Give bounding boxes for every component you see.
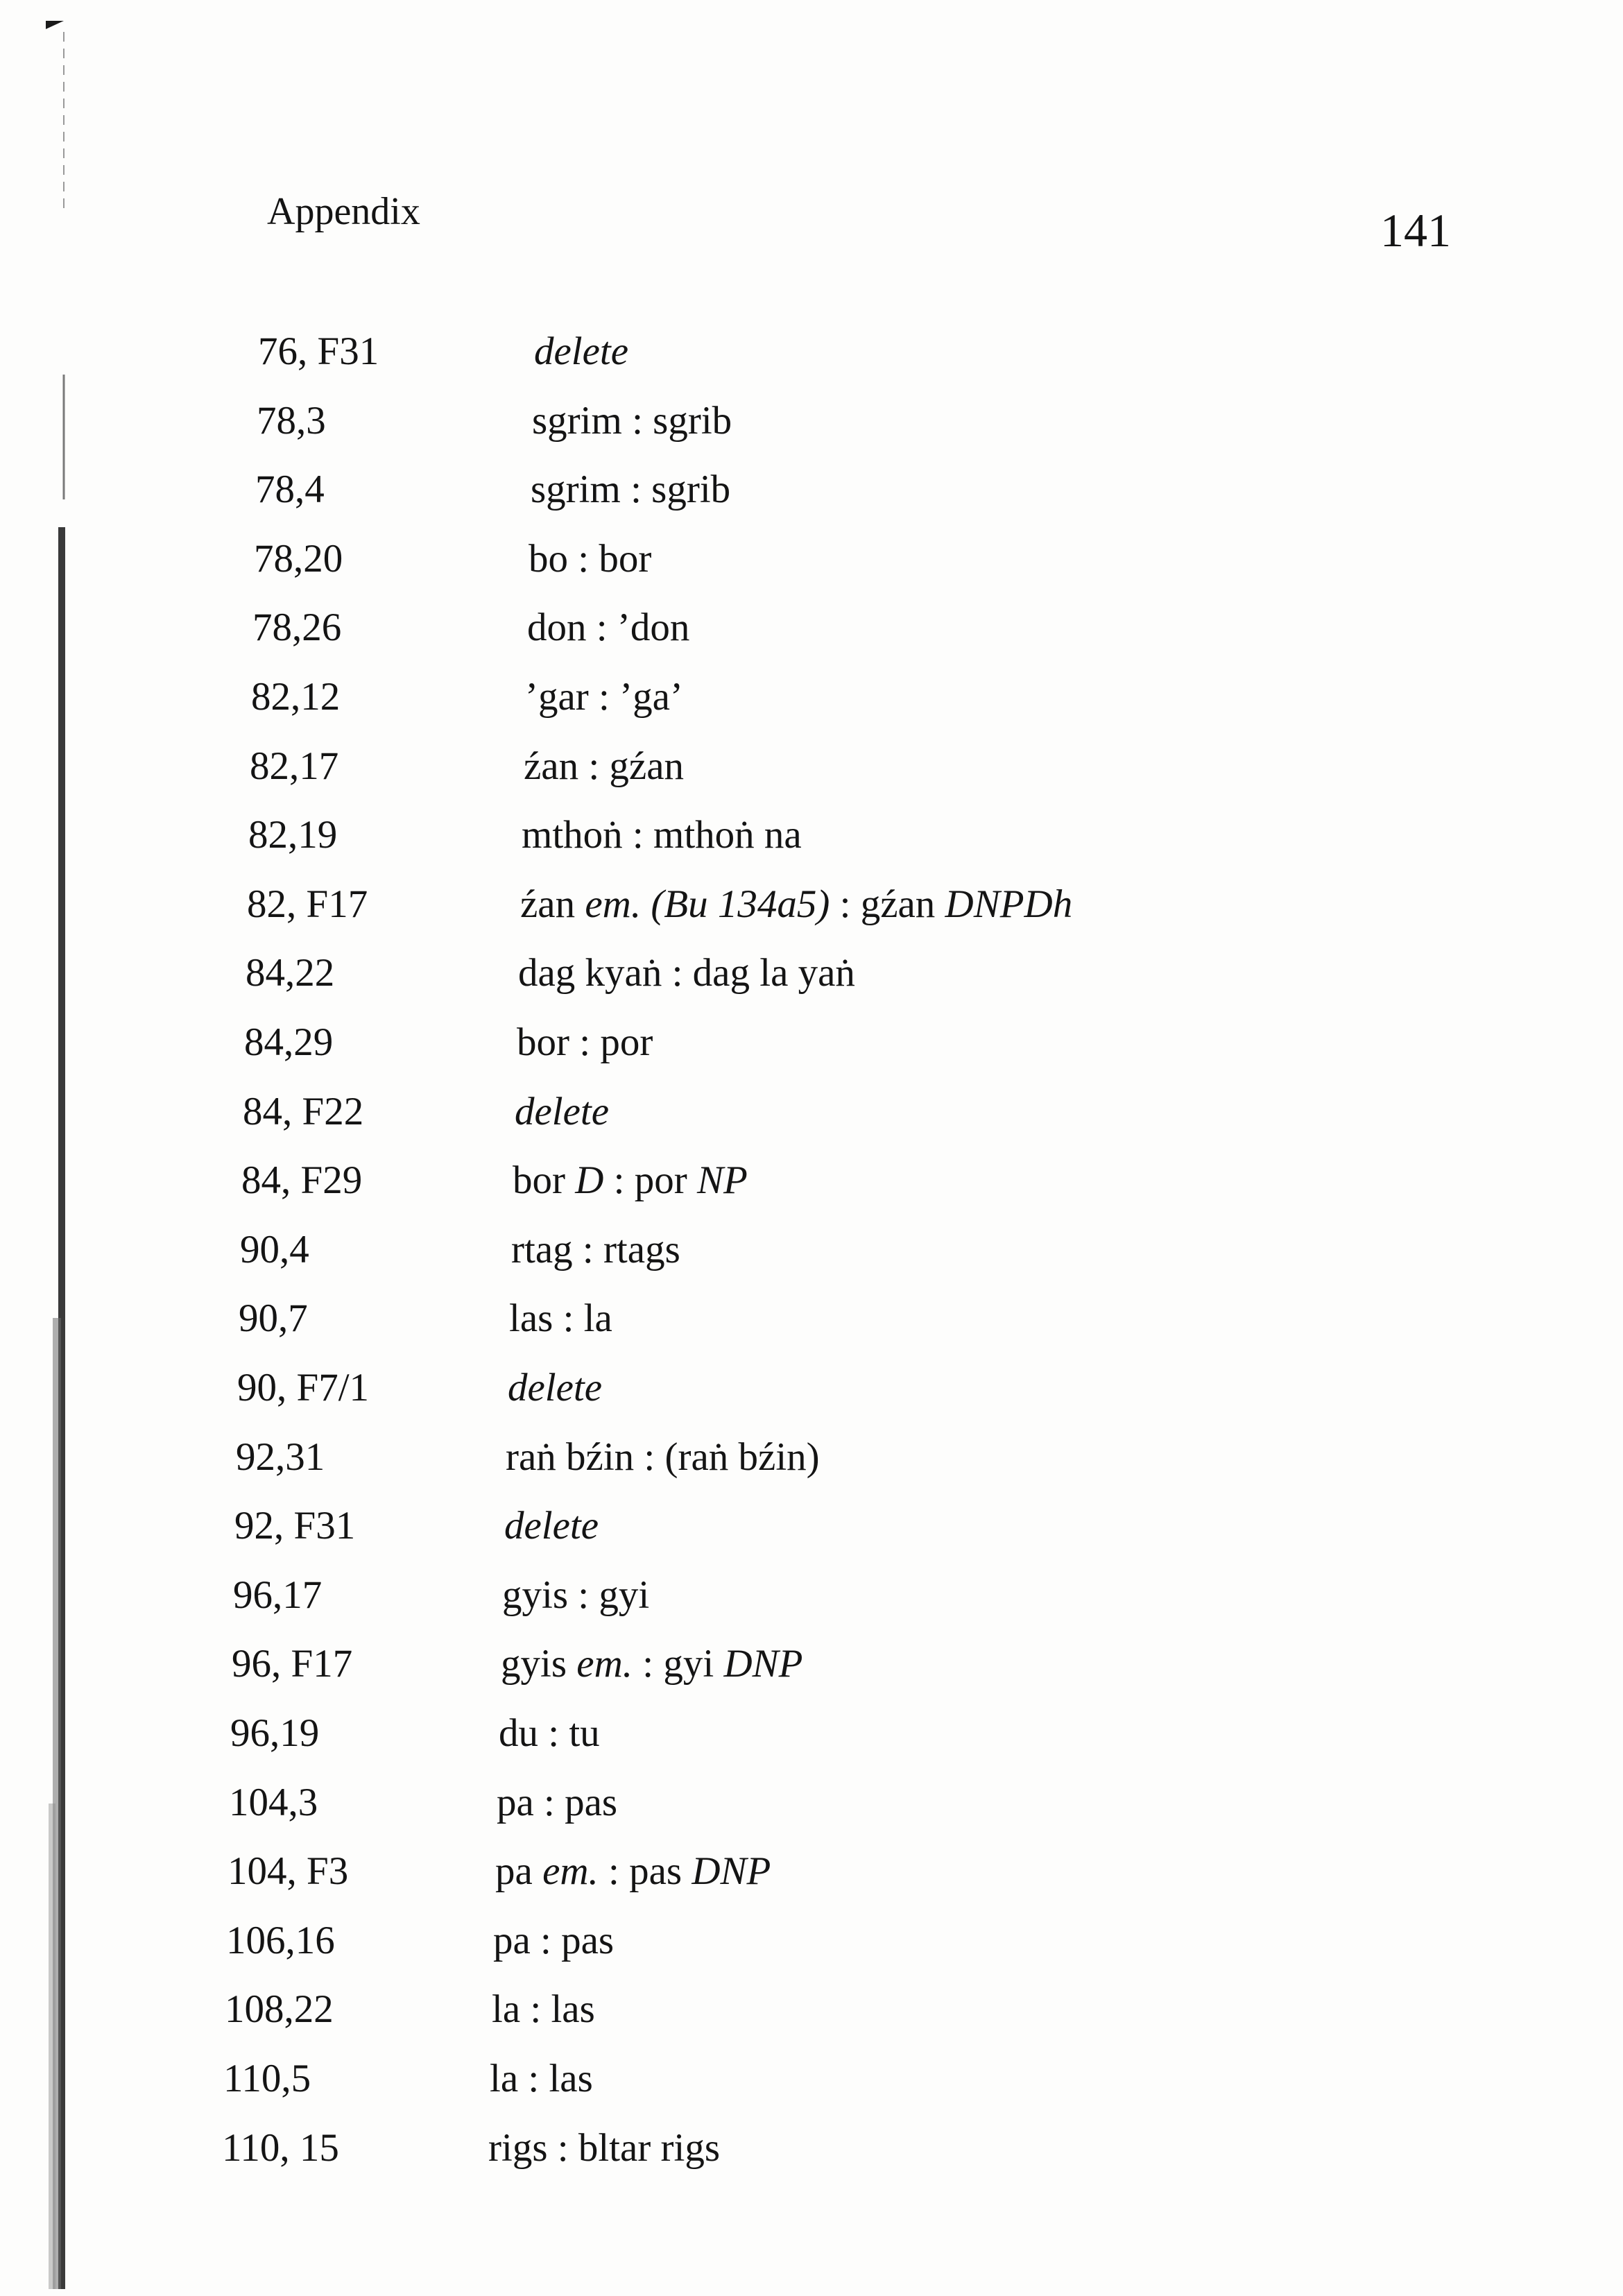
italic-segment: delete xyxy=(504,1504,599,1548)
text-segment: sgrim : sgrib xyxy=(532,399,732,443)
location-ref: 90,4 xyxy=(240,1228,309,1271)
correction-text xyxy=(531,459,730,521)
correction-text xyxy=(490,2048,593,2110)
italic-segment: em. xyxy=(576,1642,633,1686)
italic-segment: NP xyxy=(696,1158,748,1202)
correction-text xyxy=(517,1011,653,1074)
location-ref: 84, F22 xyxy=(243,1090,364,1133)
location-ref: 84,29 xyxy=(244,1020,334,1064)
correction-text xyxy=(492,1978,595,2041)
location-ref: 82,19 xyxy=(248,813,338,857)
text-segment: gyis : gyi xyxy=(502,1573,650,1617)
correction-text xyxy=(502,1564,649,1627)
text-segment: dag kyaṅ : dag la yaṅ xyxy=(518,951,855,995)
correction-text xyxy=(527,597,689,659)
italic-segment: em. xyxy=(542,1849,599,1893)
text-segment: las : la xyxy=(509,1296,612,1340)
location-ref: 82,17 xyxy=(250,744,339,788)
correction-text xyxy=(509,1287,612,1350)
running-head: Appendix xyxy=(267,190,420,233)
location-ref: 78,26 xyxy=(252,606,342,649)
text-segment: : gźan xyxy=(830,882,945,926)
correction-text xyxy=(506,1426,820,1489)
location-ref: 104, F3 xyxy=(227,1849,349,1893)
text-segment: du : tu xyxy=(499,1711,600,1755)
italic-segment: em. (Bu 134a5) xyxy=(585,882,830,926)
location-ref: 78,3 xyxy=(257,399,326,443)
text-segment: bor xyxy=(513,1158,576,1202)
text-segment: : gyi xyxy=(633,1642,724,1686)
location-ref: 82, F17 xyxy=(247,882,368,926)
italic-segment: delete xyxy=(508,1366,603,1410)
correction-text xyxy=(518,942,855,1004)
location-ref: 78,20 xyxy=(254,537,343,581)
location-ref: 108,22 xyxy=(225,1987,334,2031)
location-ref: 92, F31 xyxy=(234,1504,356,1548)
text-segment: : por xyxy=(603,1158,697,1202)
correction-text xyxy=(522,804,802,866)
correction-text xyxy=(529,528,651,590)
location-ref: 104,3 xyxy=(229,1781,318,1824)
text-segment: bo : bor xyxy=(529,537,652,581)
location-ref: 90,7 xyxy=(239,1296,308,1340)
correction-text xyxy=(504,1495,599,1557)
location-ref: 92,31 xyxy=(236,1435,325,1479)
location-ref: 110, 15 xyxy=(222,2126,339,2170)
page-number: 141 xyxy=(1380,204,1451,257)
correction-text xyxy=(525,666,683,728)
correction-text xyxy=(511,1219,680,1281)
text-segment: rtag : rtags xyxy=(511,1228,680,1271)
correction-text xyxy=(520,873,1072,936)
correction-text xyxy=(501,1633,802,1695)
correction-text xyxy=(495,1840,771,1903)
correction-text xyxy=(488,2117,720,2179)
text-segment: źan xyxy=(520,882,585,926)
text-segment: la : las xyxy=(490,2057,593,2100)
text-segment: źan : gźan xyxy=(524,744,685,788)
text-segment: gyis xyxy=(501,1642,577,1686)
correction-text xyxy=(524,735,684,798)
text-segment: don : ’don xyxy=(527,606,690,649)
text-segment: bor : por xyxy=(517,1020,653,1064)
text-segment: la : las xyxy=(492,1987,595,2031)
correction-text xyxy=(508,1357,602,1419)
correction-text xyxy=(499,1702,600,1765)
text-segment: pa : pas xyxy=(497,1781,618,1824)
text-segment: pa xyxy=(495,1849,543,1893)
correction-text xyxy=(515,1081,609,1143)
italic-segment: D xyxy=(575,1158,604,1202)
correction-text xyxy=(532,390,732,452)
location-ref: 110,5 xyxy=(223,2057,311,2100)
location-ref: 84,22 xyxy=(246,951,335,995)
text-segment: sgrim : sgrib xyxy=(531,468,731,511)
italic-segment: delete xyxy=(534,329,629,373)
text-segment: pa : pas xyxy=(493,1919,615,1962)
text-segment: ’gar : ’ga’ xyxy=(525,675,683,719)
location-ref: 82,12 xyxy=(251,675,341,719)
text-segment: rigs : bltar rigs xyxy=(488,2126,721,2170)
location-ref: 96,19 xyxy=(230,1711,320,1755)
italic-segment: DNP xyxy=(723,1642,803,1686)
location-ref: 84, F29 xyxy=(241,1158,363,1202)
text-segment: mthoṅ : mthoṅ na xyxy=(522,813,802,857)
text-segment: raṅ bźin : (raṅ bźin) xyxy=(506,1435,820,1479)
location-ref: 96,17 xyxy=(233,1573,323,1617)
correction-text xyxy=(493,1910,614,1972)
correction-text xyxy=(513,1149,748,1212)
location-ref: 96, F17 xyxy=(232,1642,353,1686)
italic-segment: DNP xyxy=(692,1849,771,1893)
location-ref: 76, F31 xyxy=(258,329,379,373)
location-ref: 106,16 xyxy=(226,1919,335,1962)
text-segment: : pas xyxy=(598,1849,692,1893)
italic-segment: delete xyxy=(515,1090,610,1133)
italic-segment: DNPDh xyxy=(945,882,1073,926)
correction-text xyxy=(497,1772,617,1834)
location-ref: 90, F7/1 xyxy=(237,1366,370,1410)
location-ref: 78,4 xyxy=(255,468,325,511)
correction-text xyxy=(534,320,628,383)
